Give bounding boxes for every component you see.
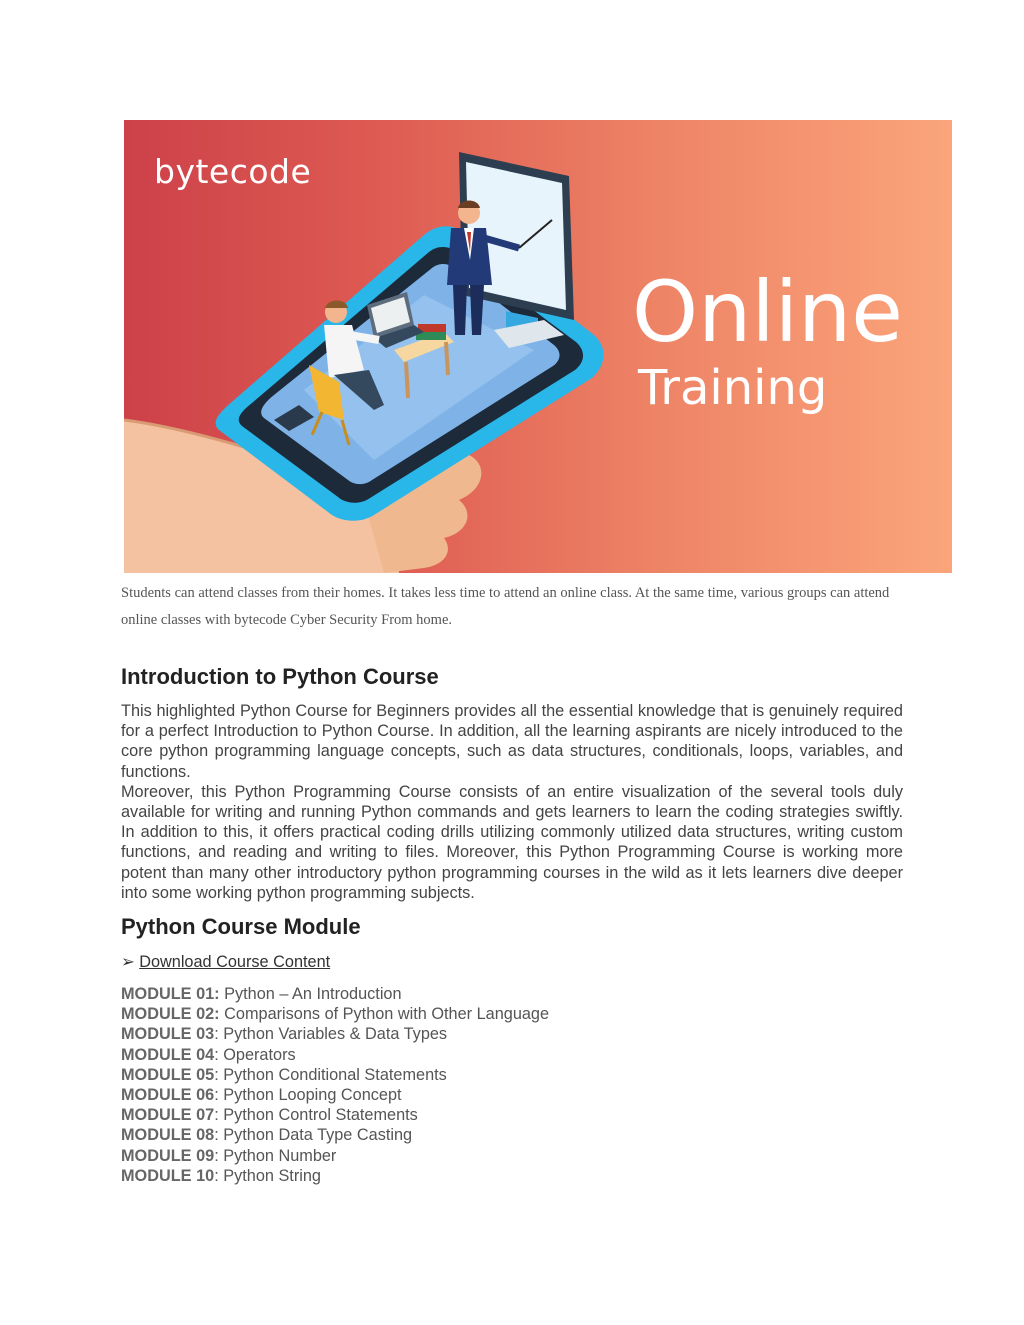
module-title: : Python Looping Concept: [214, 1086, 402, 1105]
module-title: : Python Conditional Statements: [214, 1065, 447, 1084]
module-title: : Python Data Type Casting: [214, 1126, 413, 1145]
bytecode-logo: bytecode: [154, 152, 312, 191]
module-label: MODULE 03: [121, 1025, 215, 1044]
arrow-icon: ➢: [121, 953, 135, 971]
module-label: MODULE 07: [121, 1106, 215, 1125]
intro-heading: Introduction to Python Course: [121, 664, 439, 689]
module-item: [121, 1166, 549, 1186]
module-label: MODULE 10: [121, 1166, 215, 1185]
intro-paragraph-1: This highlighted Python Course for Beginners provides all the essential knowledge that is genuinely required for a perfect Introduction to Python Course. In addition, all the learning aspirants are nicely introduced to the core python programming language concepts, such as data structures, conditionals, loops, variables, and functions.: [121, 702, 903, 781]
module-title: : Python Number: [214, 1146, 337, 1165]
banner-title: Online: [632, 263, 903, 361]
online-training-banner: [124, 120, 952, 573]
module-label: MODULE 06: [121, 1086, 215, 1105]
module-label: MODULE 05: [121, 1065, 215, 1084]
module-label: MODULE 04: [121, 1045, 215, 1064]
module-item: [121, 1125, 549, 1145]
module-item: [121, 1065, 549, 1085]
module-title: : Operators: [214, 1045, 296, 1064]
module-heading: Python Course Module: [121, 914, 361, 939]
module-item: [121, 1024, 549, 1044]
module-label: MODULE 02:: [121, 1005, 220, 1024]
module-title: : Python Variables & Data Types: [214, 1025, 448, 1044]
module-title: : Python String: [214, 1166, 321, 1185]
module-item: [121, 1085, 549, 1105]
module-item: [121, 984, 549, 1004]
intro-paragraph-2: Moreover, this Python Programming Course consists of an entire visualization of the several tools duly available for writing and running Python commands and gets learners to learn the coding strategies swiftly. In addition to this, it offers practical coding drills utilizing commonly utilized data structures, writing custom functions, and reading and writing to files. Moreover, this Python Programming Course is working more potent than many other introductory python programming courses in the wild as it lets learners dive deeper into some working python programming subjects.: [121, 782, 903, 902]
module-label: MODULE 01:: [121, 985, 220, 1003]
module-title: Comparisons of Python with Other Language: [219, 1005, 550, 1024]
module-item: [121, 1045, 549, 1065]
module-title: : Python Control Statements: [214, 1106, 418, 1125]
module-list: [121, 984, 549, 1186]
download-course-content-link[interactable]: Download Course Content: [139, 953, 331, 971]
banner-caption: Students can attend classes from their homes. It takes less time to attend an online class. At the same time, various groups can attend online classes with bytecode Cyber Security From home.: [121, 585, 890, 628]
module-label: MODULE 09: [121, 1146, 215, 1165]
module-label: MODULE 08: [121, 1126, 215, 1145]
module-item: [121, 1004, 549, 1024]
module-title: Python – An Introduction: [219, 985, 402, 1003]
module-item: [121, 1146, 549, 1166]
banner-subtitle: Training: [638, 360, 828, 416]
module-item: [121, 1105, 549, 1125]
download-row: [121, 952, 330, 972]
intro-text: [121, 701, 903, 903]
